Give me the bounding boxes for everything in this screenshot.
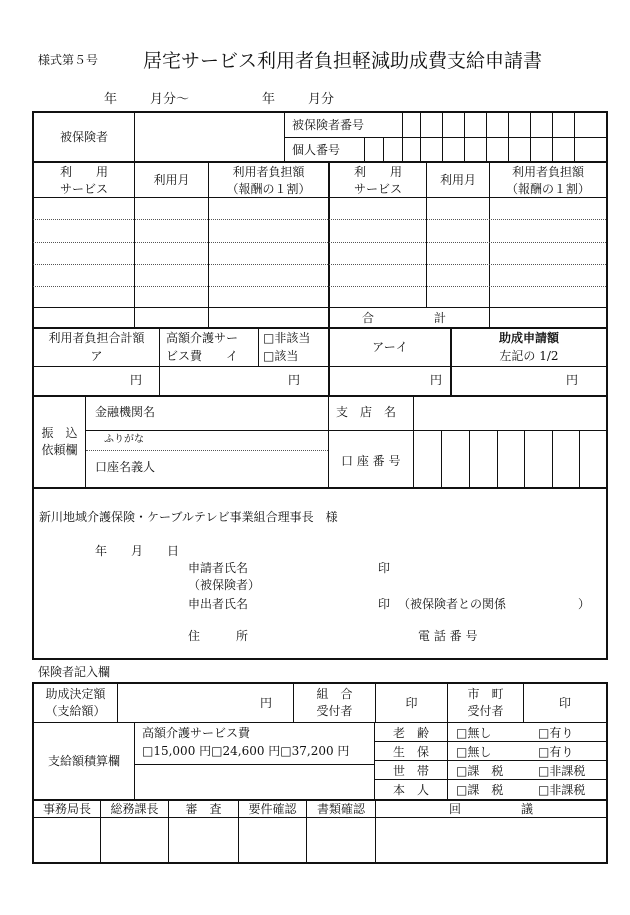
col-amount-line2: （報酬の１割） xyxy=(226,182,311,196)
transfer-label-line1: 振 込 xyxy=(41,426,78,440)
personal-number-field[interactable] xyxy=(365,139,605,161)
account-number-field[interactable] xyxy=(414,432,606,486)
insured-number-field[interactable] xyxy=(403,113,605,137)
addressee: 新川地域介護保険・ケーブルテレビ事業組合理事長 様 xyxy=(39,510,338,524)
request-amount-label: 助成申請額 xyxy=(498,331,559,345)
col-month: 利用月 xyxy=(153,173,190,187)
checkbox-applicable[interactable]: □該当 xyxy=(263,349,299,363)
basis-row-label: 老 齢 xyxy=(392,726,429,740)
union-receiver-line1: 組 合 xyxy=(316,687,353,701)
approval-header: 回 議 xyxy=(448,802,533,816)
personal-number-label: 個人番号 xyxy=(292,143,341,157)
insurer-section-title: 保険者記入欄 xyxy=(38,665,111,679)
checkbox-not-applicable[interactable]: □非該当 xyxy=(263,331,311,345)
account-holder-field[interactable] xyxy=(170,452,327,486)
kogaku-label-line2: ビス費 イ xyxy=(166,349,239,363)
applicant-seal: 印 xyxy=(378,561,391,575)
col-service-line1: 利 用 xyxy=(59,165,108,179)
basis-row-option-a[interactable]: □課 税 xyxy=(456,764,504,778)
basis-row-option-b[interactable]: □有り xyxy=(538,745,574,759)
insured-paren-label: （被保険者） xyxy=(188,578,261,592)
union-receiver-line2: 受付者 xyxy=(316,704,353,718)
insured-name-field[interactable] xyxy=(136,113,283,160)
basis-row-option-a[interactable]: □無し xyxy=(456,726,492,740)
bank-name-field[interactable] xyxy=(170,397,327,429)
transfer-label-line2: 依頼欄 xyxy=(41,443,78,457)
total-burden-symbol: ア xyxy=(90,349,103,363)
yen-b: 円 xyxy=(288,373,301,387)
kogaku-amount-options[interactable]: □15,000 円□24,600 円□37,200 円 xyxy=(142,744,350,758)
period-month-1: 月分～ xyxy=(150,92,190,107)
approval-header: 審 査 xyxy=(185,802,222,816)
approval-header: 総務課長 xyxy=(110,802,159,816)
union-seal: 印 xyxy=(405,696,418,710)
basis-row-label: 生 保 xyxy=(392,745,429,759)
applicant-name-label: 申請者氏名 xyxy=(188,561,249,575)
furigana-label: ふりがな xyxy=(104,434,144,445)
city-seal: 印 xyxy=(558,696,571,710)
approval-header: 事務局長 xyxy=(42,802,91,816)
city-receiver-line2: 受付者 xyxy=(467,704,504,718)
account-holder-label: 口座名義人 xyxy=(95,460,156,474)
basis-row-option-b[interactable]: □有り xyxy=(538,726,574,740)
col-service-line2-right: サービス xyxy=(353,182,402,196)
decision-label-line2: （支給額） xyxy=(45,704,106,718)
submitter-seal: 印 xyxy=(378,597,391,611)
approval-header: 要件確認 xyxy=(248,802,297,816)
yen-request: 円 xyxy=(566,373,579,387)
period-year-2: 年 xyxy=(262,92,276,107)
decision-label-line1: 助成決定額 xyxy=(45,687,106,701)
page-title: 居宅サービス利用者負担軽減助成費支給申請書 xyxy=(143,50,543,72)
basis-row-option-a[interactable]: □課 税 xyxy=(456,783,504,797)
branch-name-label: 支 店 名 xyxy=(336,405,397,419)
branch-name-field[interactable] xyxy=(414,397,606,429)
insured-number-label: 被保険者番号 xyxy=(292,118,365,132)
basis-row-option-a[interactable]: □無し xyxy=(456,745,492,759)
col-month-right: 利用月 xyxy=(439,173,476,187)
relation-close: ） xyxy=(578,597,591,611)
basis-row-option-b[interactable]: □非課税 xyxy=(538,764,586,778)
phone-label: 電 話 番 号 xyxy=(418,629,478,643)
total-label: 合 計 xyxy=(362,311,447,325)
approval-header: 書類確認 xyxy=(316,802,365,816)
form-number: 様式第５号 xyxy=(38,53,99,67)
account-number-label: 口 座 番 号 xyxy=(341,454,401,468)
difference-label: アーイ xyxy=(372,340,408,354)
period-month-2: 月分 xyxy=(308,92,335,107)
kogaku-label-line1: 高額介護サー xyxy=(166,331,239,345)
basis-row-option-b[interactable]: □非課税 xyxy=(538,783,586,797)
city-receiver-line1: 市 町 xyxy=(467,687,504,701)
yen-a: 円 xyxy=(130,373,143,387)
period-year-1: 年 xyxy=(104,92,118,107)
basis-label: 支給額積算欄 xyxy=(47,754,120,768)
col-amount-line2-right: （報酬の１割） xyxy=(505,182,590,196)
col-service-line2: サービス xyxy=(59,182,108,196)
address-label: 住 所 xyxy=(188,629,249,643)
col-amount-line1-right: 利用者負担額 xyxy=(511,165,584,179)
basis-row-label: 世 帯 xyxy=(392,764,429,778)
application-date: 年 月 日 xyxy=(95,544,180,558)
col-service-line1-right: 利 用 xyxy=(353,165,402,179)
bank-name-label: 金融機関名 xyxy=(95,405,156,419)
col-amount-line1: 利用者負担額 xyxy=(232,165,305,179)
basis-row-label: 本 人 xyxy=(392,783,429,797)
insured-label: 被保険者 xyxy=(59,130,108,144)
request-amount-note: 左記の 1/2 xyxy=(499,349,559,363)
kogaku-service-label: 高額介護サービス費 xyxy=(142,726,251,740)
relation-label: （被保険者との関係 xyxy=(398,597,507,611)
decision-yen: 円 xyxy=(260,696,273,710)
submitter-name-label: 申出者氏名 xyxy=(188,597,249,611)
total-burden-label: 利用者負担合計額 xyxy=(48,331,145,345)
yen-diff: 円 xyxy=(430,373,443,387)
